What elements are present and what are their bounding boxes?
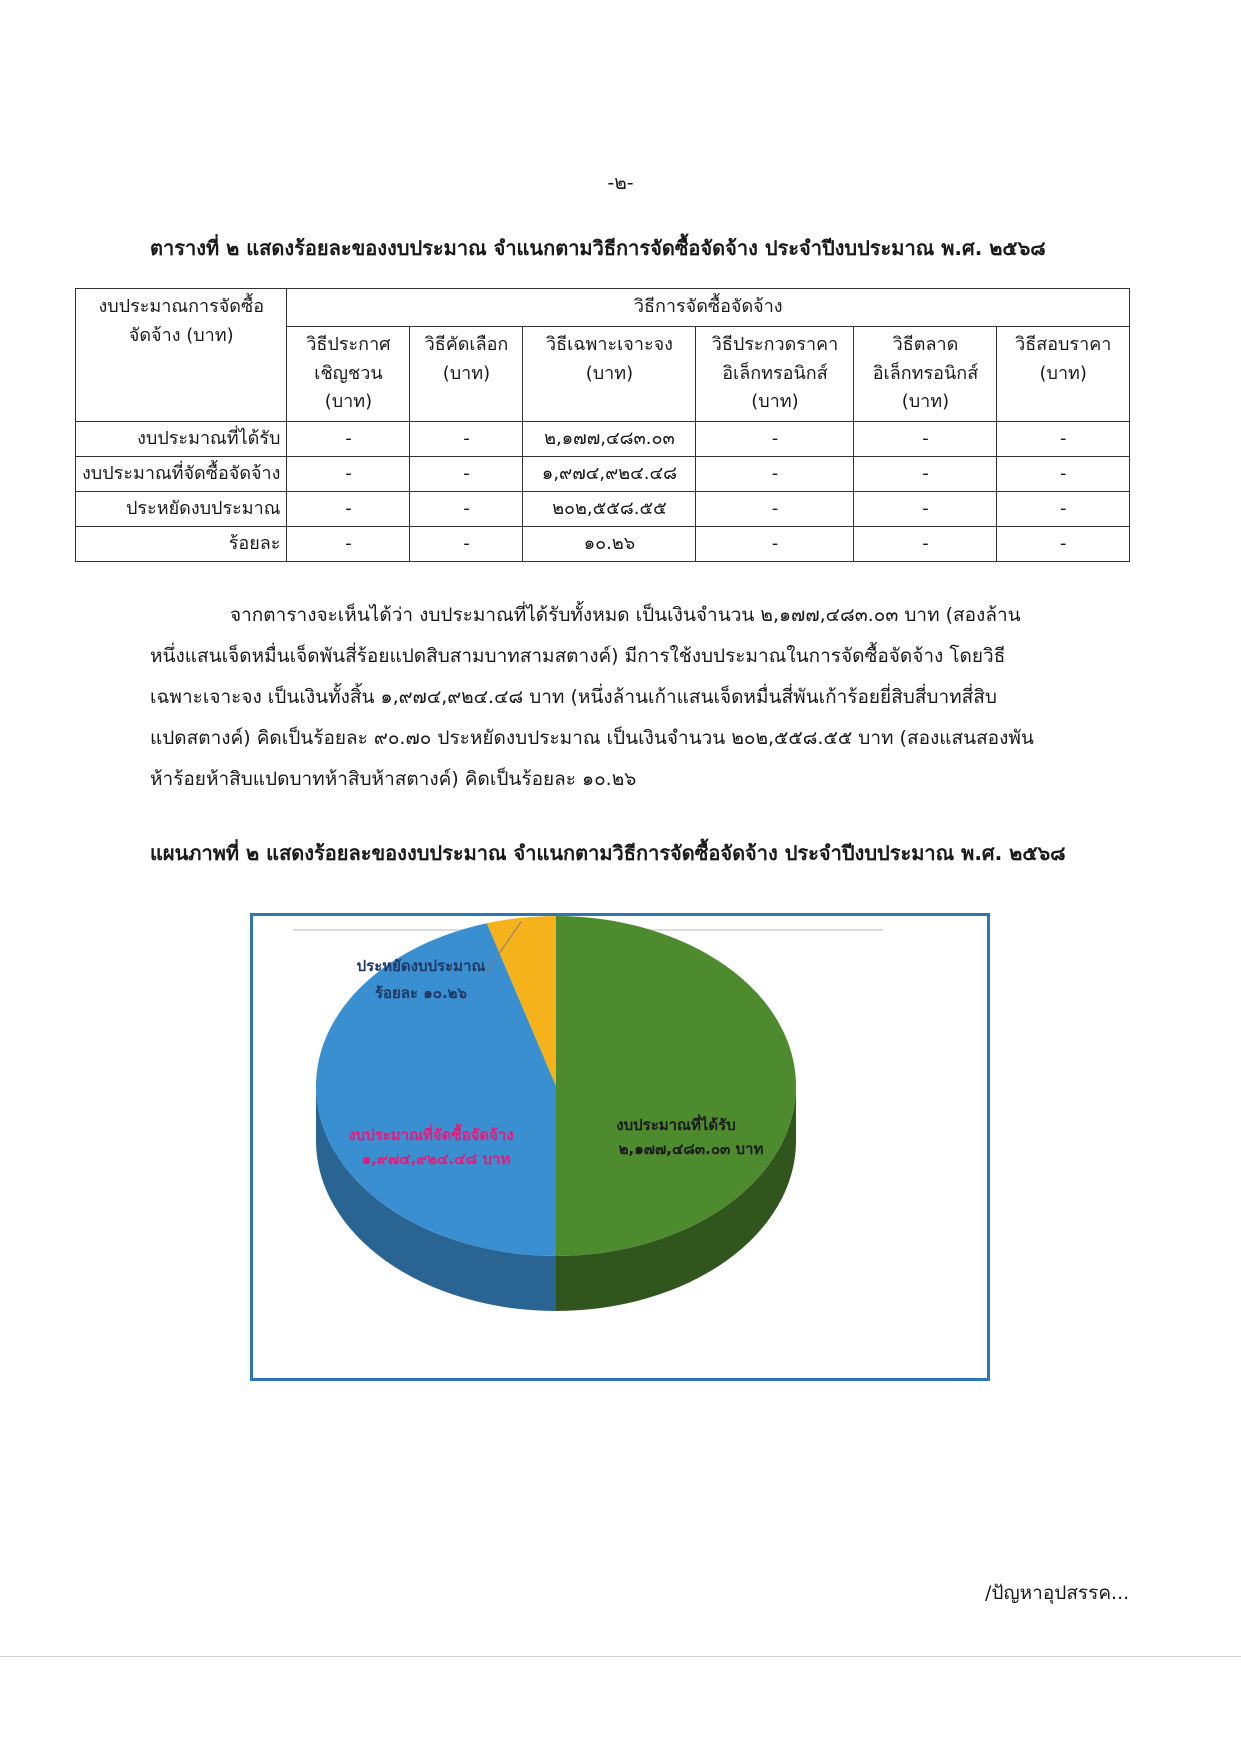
column-header: วิธีคัดเลือก (บาท) — [410, 326, 523, 421]
paragraph-line: เฉพาะเจาะจง เป็นเงินทั้งสิ้น ๑,๙๗๔,๙๒๔.๔๘ บาท (หนึ่งล้านเก้าแสนเจ็ดหมื่นสี่พันเก้าร้อยยี่สิบสี่บาทสี่สิบ — [150, 686, 997, 708]
corner-header: งบประมาณการจัดซื้อ จัดจ้าง (บาท) — [76, 289, 287, 422]
paragraph-line: จากตารางจะเห็นได้ว่า งบประมาณที่ได้รับทั้งหมด เป็นเงินจำนวน ๒,๑๗๗,๔๘๓.๐๓ บาท (สองล้าน — [230, 604, 1021, 626]
paragraph-line: หนึ่งแสนเจ็ดหมื่นเจ็ดพันสี่ร้อยแปดสิบสามบาทสามสตางค์) มีการใช้งบประมาณในการจัดซื้อจัดจ้าง โดยวิธี — [150, 645, 1006, 667]
procurement-table — [75, 288, 1130, 562]
column-header: วิธีตลาด อิเล็กทรอนิกส์ (บาท) — [854, 326, 997, 421]
paragraph-line: ห้าร้อยห้าสิบแปดบาทห้าสิบห้าสตางค์) คิดเป็นร้อยละ ๑๐.๒๖ — [150, 768, 637, 790]
label-spent-value: ๑,๙๗๔,๙๒๔.๔๘ บาท — [361, 1150, 511, 1168]
table-row: ร้อยละ - - ๑๐.๒๖ - - - — [76, 527, 1130, 562]
continuation-note: /ปัญหาอุปสรรค... — [985, 1582, 1130, 1604]
label-received-name: งบประมาณที่ได้รับ — [616, 1116, 736, 1134]
table-header-row — [76, 289, 1130, 327]
label-saved-name: ประหยัดงบประมาณ — [356, 957, 486, 975]
table-row: งบประมาณที่จัดซื้อจัดจ้าง - - ๑,๙๗๔,๙๒๔.๔๘ - - - — [76, 457, 1130, 492]
column-header: วิธีเฉพาะเจาะจง (บาท) — [523, 326, 696, 421]
column-header: วิธีประกวดราคา อิเล็กทรอนิกส์ (บาท) — [696, 326, 854, 421]
group-header: วิธีการจัดซื้อจัดจ้าง — [287, 289, 1130, 327]
chart-caption: แผนภาพที่ ๒ แสดงร้อยละของงบประมาณ จำแนกตามวิธีการจัดซื้อจัดจ้าง ประจำปีงบประมาณ พ.ศ. ๒๕๖๘ — [150, 841, 1066, 865]
pie-chart — [253, 916, 987, 1378]
table-row: ประหยัดงบประมาณ - - ๒๐๒,๕๕๘.๕๕ - - - — [76, 492, 1130, 527]
label-spent-name: งบประมาณที่จัดซื้อจัดจ้าง — [348, 1126, 514, 1144]
column-header: วิธีประกาศ เชิญชวน (บาท) — [287, 326, 410, 421]
table-row: งบประมาณที่ได้รับ - - ๒,๑๗๗,๔๘๓.๐๓ - - - — [76, 422, 1130, 457]
paragraph-line: แปดสตางค์) คิดเป็นร้อยละ ๙๐.๗๐ ประหยัดงบประมาณ เป็นเงินจำนวน ๒๐๒,๕๕๘.๕๕ บาท (สองแสนสองพัน — [150, 727, 1034, 749]
column-header: วิธีสอบราคา (บาท) — [997, 326, 1130, 421]
page-number: -๒- — [607, 172, 634, 194]
label-received-value: ๒,๑๗๗,๔๘๓.๐๓ บาท — [618, 1140, 764, 1158]
table-caption: ตารางที่ ๒ แสดงร้อยละของงบประมาณ จำแนกตามวิธีการจัดซื้อจัดจ้าง ประจำปีงบประมาณ พ.ศ. ๒๕๖๘ — [150, 236, 1046, 260]
label-saved-value: ร้อยละ ๑๐.๒๖ — [374, 984, 468, 1002]
summary-paragraph — [150, 595, 1130, 800]
pie-chart-frame — [250, 913, 990, 1381]
footer-divider — [0, 1656, 1241, 1657]
